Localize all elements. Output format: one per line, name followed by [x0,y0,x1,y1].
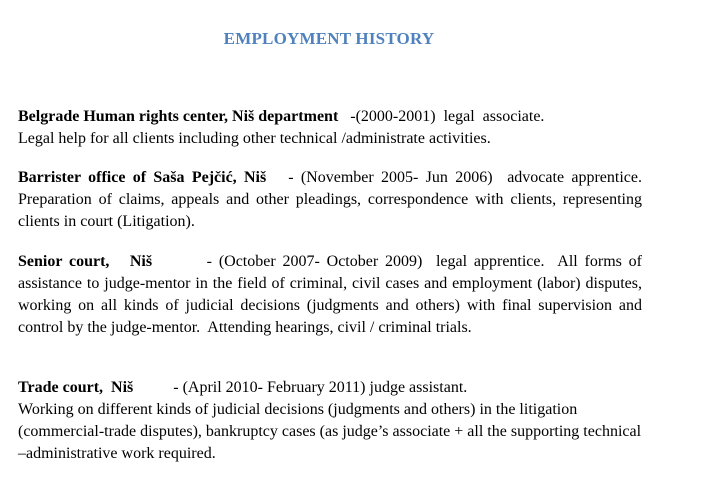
entry-details: - (November 2005- Jun 2006) advocate apprentice. Preparation of claims, appeals and other pleadings, correspondence with clients, representing clients in court (Litigation). [18,169,651,230]
entry-heading-line [18,377,642,399]
employer-name: Barrister office of Saša Pejčić, Niš [18,169,267,186]
entry-details: - (October 2007- October 2009) legal apprentice. All forms of assistance to judge-mentor in the field of criminal, civil cases and employment (labor) disputes, working on all kinds of judicial decisions (judgments and others) with final supervision and control by the judge-mentor. Attending hearings, civil / criminal trials. [18,253,647,336]
entry-description: Legal help for all clients including other technical /administrate activities. [18,130,491,147]
entry-details: -(2000-2001) legal associate. [338,108,545,125]
employer-name: Trade court, Niš [18,379,134,396]
employer-name: Belgrade Human rights center, Niš department [18,108,339,125]
employment-entry [18,251,647,339]
section-title: EMPLOYMENT HISTORY [223,29,435,48]
entry-description: Working on different kinds of judicial decisions (judgments and others) in the litigation (commercial-trade disputes), bankruptcy cases (as judge’s associate + all the supporting technical –administrative work required. [18,401,642,462]
employer-name: Senior court, Niš [18,253,153,270]
employment-entry [18,377,642,465]
employment-entry [18,167,651,233]
employment-entry [18,106,642,150]
entry-details: - (April 2010- February 2011) judge assistant. [133,379,468,396]
entry-heading-line [18,106,642,128]
